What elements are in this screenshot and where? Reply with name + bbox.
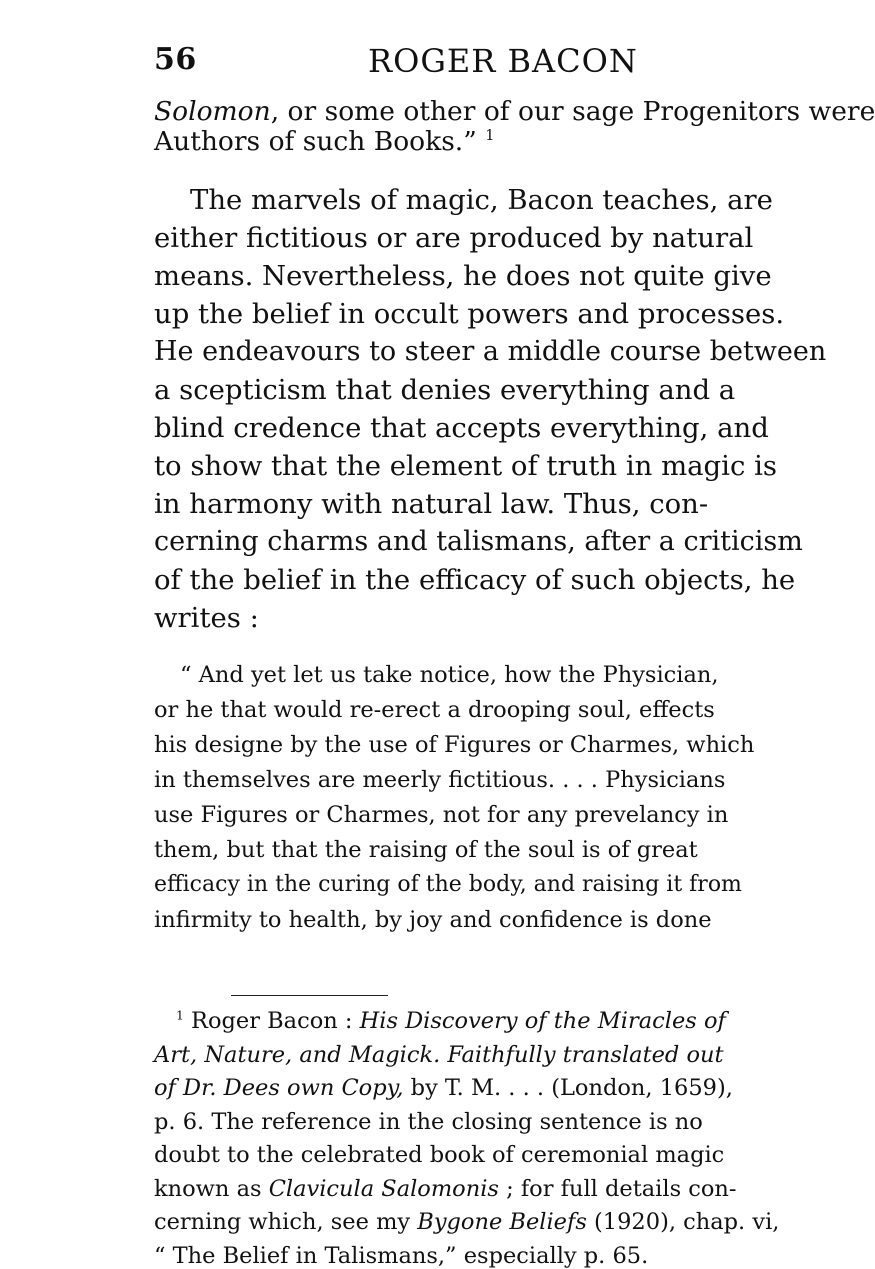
- paragraph-line: He endeavours to steer a middle course between: [154, 336, 827, 367]
- footnote-line: doubt to the celebrated book of ceremonial magic: [154, 1142, 725, 1168]
- footnote-ref: 1: [485, 127, 495, 145]
- text: Authors of such Books.”: [154, 126, 486, 157]
- text: by T. M. . . . (London, 1659),: [403, 1075, 733, 1101]
- quotation-line: his designe by the use of Figures or Charmes, which: [154, 732, 755, 758]
- italic-text: Bygone Beliefs: [417, 1209, 587, 1235]
- italic-text: Art, Nature, and Magick. Faithfully translated out: [154, 1041, 724, 1068]
- page-number: 56: [154, 42, 197, 77]
- footnote-line: [154, 1209, 779, 1235]
- quotation-line: or he that would re-erect a drooping soul, effects: [154, 697, 715, 723]
- quotation-line: in themselves are meerly fictitious. . . . Physicians: [154, 767, 726, 793]
- text: cerning which, see my: [154, 1209, 418, 1235]
- italic-text: Solomon: [154, 96, 271, 127]
- running-head: ROGER BACON: [368, 42, 638, 80]
- paragraph-line: cerning charms and talismans, after a criticism: [154, 526, 803, 557]
- italic-text: His Discovery of the Miracles of: [359, 1008, 726, 1034]
- text: Roger Bacon :: [191, 1008, 360, 1034]
- text: , or some other of our sage Progenitors were: [270, 96, 875, 127]
- footnote-line: [176, 1008, 726, 1034]
- paragraph-line: a scepticism that denies everything and a: [154, 374, 736, 406]
- paragraph-line: up the belief in occult powers and processes.: [154, 298, 785, 330]
- paragraph-line: either fictitious or are produced by natural: [154, 222, 754, 254]
- footnote-line: [154, 1042, 724, 1068]
- quotation-line: them, but that the raising of the soul is of great: [154, 837, 698, 863]
- paragraph-line: blind credence that accepts everything, and: [154, 412, 769, 444]
- paragraph-line: of the belief in the efficacy of such objects, he: [154, 564, 796, 596]
- page-header: [154, 42, 782, 86]
- paragraph-line: to show that the element of truth in magic is: [154, 450, 777, 482]
- text: (1920), chap. vi,: [586, 1209, 780, 1235]
- quotation-line: infirmity to health, by joy and confidence is done: [154, 907, 712, 933]
- quotation-line: efficacy in the curing of the body, and raising it from: [154, 872, 742, 897]
- footnote-marker: 1: [176, 1008, 184, 1023]
- footnote-divider: [231, 995, 388, 996]
- footnote-line: p. 6. The reference in the closing sentence is no: [154, 1108, 703, 1135]
- quotation-line: use Figures or Charmes, not for any prevelancy in: [154, 802, 729, 828]
- text: known as: [154, 1175, 269, 1202]
- continuation-line-2: [154, 126, 494, 157]
- footnote-line: “ The Belief in Talismans,” especially p. 65.: [154, 1242, 649, 1269]
- paragraph-line: writes :: [154, 602, 259, 634]
- italic-text: Clavicula Salomonis: [268, 1175, 499, 1202]
- paragraph-line: The marvels of magic, Bacon teaches, are: [190, 184, 773, 216]
- footnote-line: [154, 1176, 737, 1202]
- continuation-line-1: [154, 96, 875, 127]
- footnote-line: [154, 1075, 733, 1101]
- text: ; for full details con-: [498, 1175, 737, 1202]
- italic-text: of Dr. Dees own Copy,: [154, 1075, 404, 1101]
- paragraph-line: in harmony with natural law. Thus, con-: [154, 488, 709, 520]
- quotation-line: “ And yet let us take notice, how the Physician,: [180, 662, 719, 688]
- paragraph-line: means. Nevertheless, he does not quite give: [154, 260, 772, 292]
